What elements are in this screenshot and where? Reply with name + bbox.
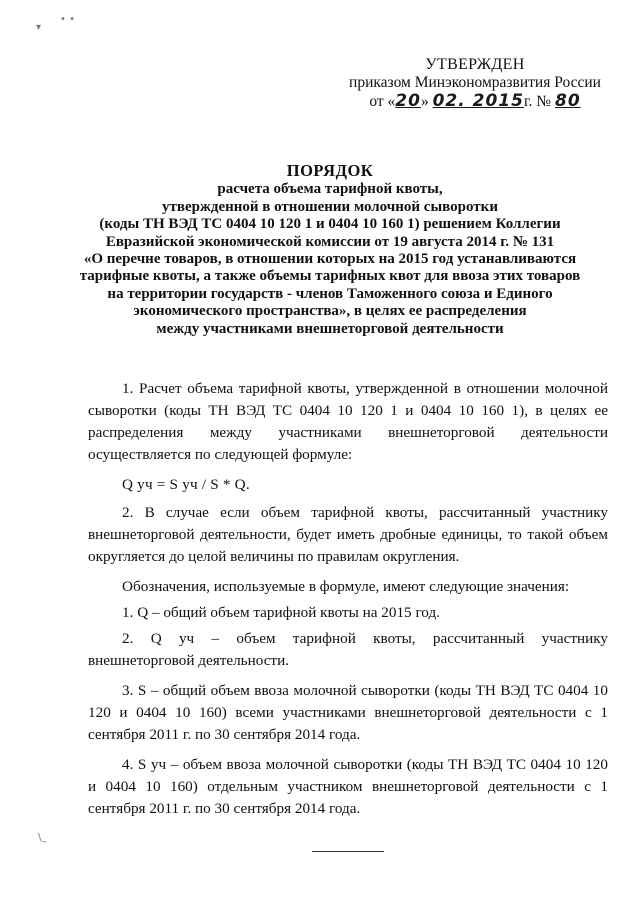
paragraph-1: 1. Расчет объема тарифной квоты, утвержденной в отношении молочной сыворотки (коды ТН ВЭД ТС 0404 10 120 1 и 0404 10 160 1), в целях ее распределения между участниками внешнеторговой деятельности осуществляется по следующей формуле: [88, 380, 608, 463]
heading-line: (коды ТН ВЭД ТС 0404 10 120 1 и 0404 10 160 1) решением Коллегии [99, 216, 561, 233]
definition-s-participant: 4. S уч – объем ввоза молочной сыворотки (коды ТН ВЭД ТС 0404 10 120 и 0404 10 160) отдельным участником внешнеторговой деятельности с 1 сентября 2011 г. по 30 сентября 2014 года. [88, 756, 608, 817]
handwritten-order-number: 80 [554, 91, 581, 111]
approval-block [345, 56, 605, 111]
handwritten-month-year: 02. 2015 [432, 91, 524, 111]
date-mid: » [420, 93, 429, 110]
definition-q-participant: 2. Q уч – объем тарифной квоты, рассчитанный участнику внешнеторговой деятельности. [88, 630, 608, 669]
scan-speck: ▾ [36, 22, 42, 33]
closing-divider [312, 851, 384, 852]
approval-order-line: приказом Минэкономразвития России [349, 74, 601, 91]
heading-line: между участниками внешнеторговой деятельности [156, 320, 504, 337]
heading-line: на территории государств - членов Таможенного союза и Единого [107, 285, 553, 302]
document-title: ПОРЯДОК [286, 161, 374, 180]
date-prefix: от « [369, 93, 396, 110]
heading-line: утвержденной в отношении молочной сыворотки [162, 198, 498, 215]
handwritten-day: 20 [395, 91, 421, 111]
definition-s: 3. S – общий объем ввоза молочной сыворотки (коды ТН ВЭД ТС 0404 10 120 и 0404 10 160) всеми участниками внешнеторговой деятельности с 1 сентября 2011 г. по 30 сентября 2014 года. [88, 682, 608, 743]
paragraph-2: 2. В случае если объем тарифной квоты, рассчитанный участнику внешнеторговой деятельности, будет иметь дробные единицы, то такой объем округляется до целой величины по правилам округления. [88, 504, 608, 565]
scan-speck: \_ [38, 832, 47, 843]
document-body [88, 378, 608, 828]
heading-line: «О перечне товаров, в отношении которых на 2015 год устанавливаются [83, 251, 577, 268]
scan-speck: • • [60, 14, 75, 25]
approval-date-line [345, 92, 605, 111]
heading-line: экономического пространства», в целях ее распределения [133, 303, 527, 320]
definition-q: 1. Q – общий объем тарифной квоты на 2015 год. [122, 604, 440, 621]
heading-line: Евразийской экономической комиссии от 19 августа 2014 г. № 131 [105, 233, 555, 250]
approval-title: УТВЕРЖДЕН [425, 56, 525, 73]
formula: Q уч = S уч / S * Q. [122, 476, 250, 493]
heading-line: расчета объема тарифной квоты, [217, 181, 443, 198]
heading-line: тарифные квоты, а также объемы тарифных квот для ввоза этих товаров [79, 268, 581, 285]
paragraph-notation-intro: Обозначения, используемые в формуле, имеют следующие значения: [122, 578, 570, 595]
date-suffix: г. № [523, 93, 552, 110]
document-heading [60, 162, 600, 338]
